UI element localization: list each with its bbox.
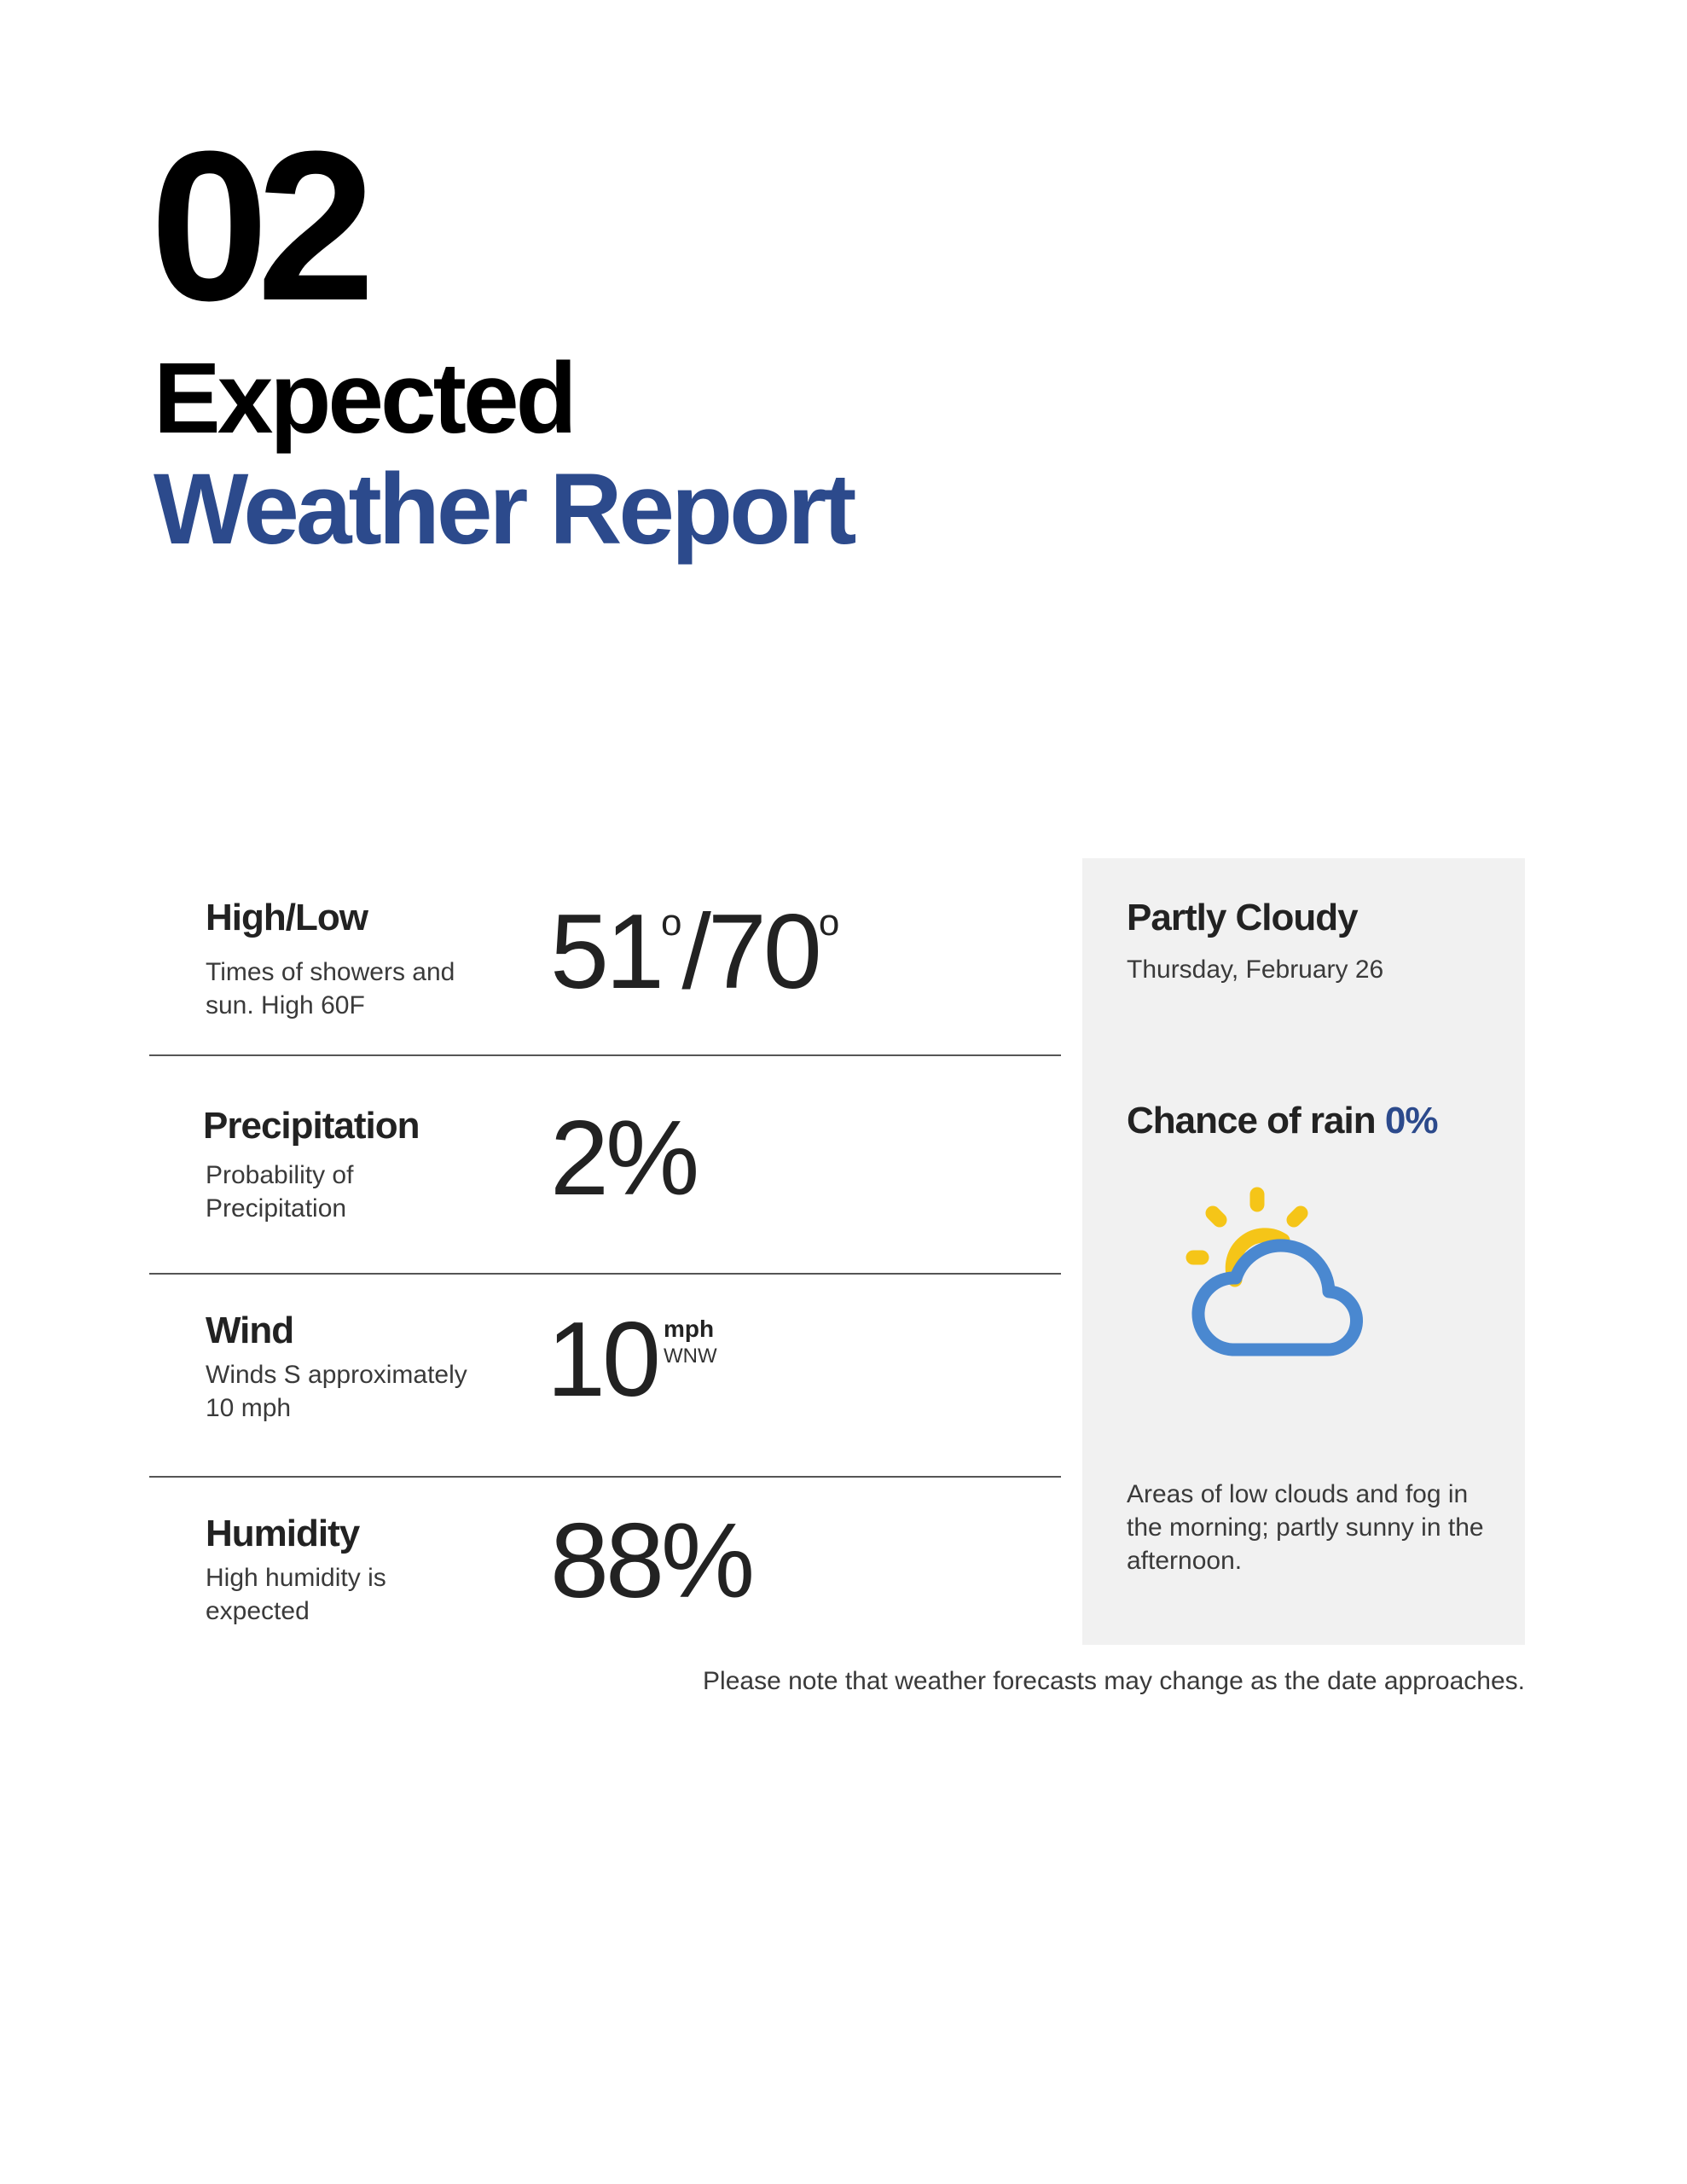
high-low-description: Times of showers and sun. High 60F [206,958,455,1019]
wind-unit: mph [664,1316,715,1342]
precipitation-row [149,1089,1061,1276]
high-temperature: 70 [707,893,819,1011]
high-low-label: High/Low [206,897,368,938]
wind-label: Wind [206,1310,294,1351]
precipitation-value: 2% [550,1100,697,1217]
high-low-value [550,893,840,1011]
forecast-disclaimer: Please note that weather forecasts may change as the date approaches. [703,1667,1525,1695]
temperature-separator: / [681,893,708,1011]
condition-title: Partly Cloudy [1127,897,1358,938]
row-divider [149,1273,1061,1275]
forecast-date: Thursday, February 26 [1127,956,1384,984]
partly-cloudy-icon [1183,1182,1388,1370]
humidity-value: 88% [550,1502,752,1620]
humidity-description: High humidity is expected [206,1564,386,1625]
humidity-row [149,1495,1061,1648]
page-title-line2: Weather Report [154,453,854,566]
rain-chance-label: Chance of rain [1127,1100,1376,1141]
degree-symbol: o [660,902,682,944]
section-number: 02 [150,107,364,345]
low-temperature: 51 [550,893,661,1011]
humidity-label: Humidity [206,1513,360,1554]
row-divider [149,1476,1061,1478]
high-low-row [149,887,1061,1058]
wind-value: 10 [547,1301,658,1419]
wind-description: Winds S approximately 10 mph [206,1361,467,1422]
precipitation-description: Probability of Precipitation [206,1161,354,1223]
wind-direction: WNW [664,1345,717,1368]
forecast-panel [1082,858,1525,1645]
page-title-line1: Expected [154,342,574,455]
row-divider [149,1054,1061,1056]
rain-chance [1127,1102,1437,1140]
forecast-summary: Areas of low clouds and fog in the morning; partly sunny in the afternoon. [1127,1480,1484,1575]
wind-row [149,1292,1061,1479]
rain-chance-value: 0% [1384,1100,1438,1141]
precipitation-label: Precipitation [203,1105,420,1147]
degree-symbol: o [818,902,840,944]
